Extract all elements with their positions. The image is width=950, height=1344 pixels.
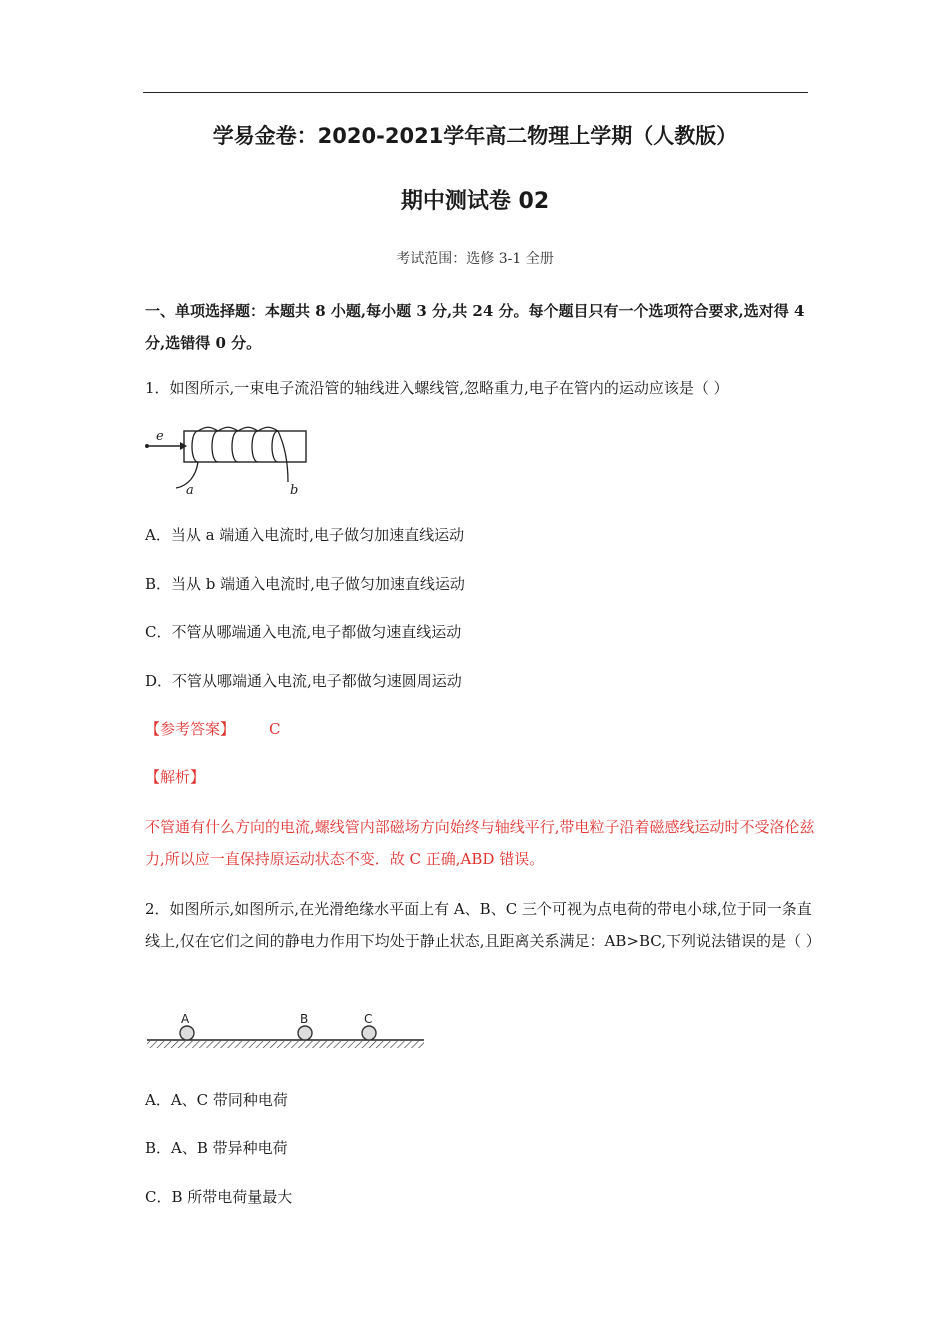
page-title: 学易金卷：2020-2021学年高二物理上学期（人教版）	[212, 124, 738, 148]
q1-answer-row	[145, 714, 281, 744]
answer-value: C	[269, 720, 281, 738]
ball-c-label: C	[364, 1012, 373, 1026]
q1-option-a: A．当从 a 端通入电流时,电子做匀加速直线运动	[145, 526, 465, 544]
q2-option-b: B．A、B 带异种电荷	[145, 1139, 288, 1157]
charges-figure	[145, 1010, 427, 1052]
ball-b	[298, 1026, 312, 1040]
solenoid-figure	[140, 418, 320, 500]
electron-label: e	[156, 429, 164, 444]
analysis-text: 不管通有什么方向的电流,螺线管内部磁场方向始终与轴线平行,带电粒子沿着磁感线运动时不受洛伦兹力,所以应一直保持原运动状态不变．故 C 正确,ABD 错误。	[145, 818, 815, 868]
end-b-label: b	[290, 483, 299, 498]
q1-option-c: C．不管从哪端通入电流,电子都做匀速直线运动	[145, 623, 462, 641]
analysis-label: 【解析】	[145, 768, 206, 786]
ball-b-label: B	[300, 1012, 309, 1026]
q1-option-b: B．当从 b 端通入电流时,电子做匀加速直线运动	[145, 575, 465, 593]
q2-option-c: C．B 所带电荷量最大	[145, 1188, 293, 1206]
q2-option-a: A．A、C 带同种电荷	[145, 1091, 288, 1109]
header-rule	[143, 92, 808, 93]
ball-a-label: A	[181, 1012, 190, 1026]
answer-label: 【参考答案】	[145, 720, 236, 738]
q1-stem: 1．如图所示,一束电子流沿管的轴线进入螺线管,忽略重力,电子在管内的运动应该是（ ）	[145, 379, 729, 397]
page-subtitle: 期中测试卷 02	[400, 189, 550, 214]
exam-scope: 考试范围：选修 3-1 全册	[396, 251, 554, 267]
solenoid-tube	[184, 431, 306, 462]
end-a-label: a	[186, 483, 194, 498]
ball-a	[180, 1026, 194, 1040]
q1-option-d: D．不管从哪端通入电流,电子都做匀速圆周运动	[145, 672, 462, 690]
lead-b	[278, 431, 288, 482]
q2-stem: 2．如图所示,如图所示,在光滑绝缘水平面上有 A、B、C 三个可视为点电荷的带电小球,位于同一条直线上,仅在它们之间的静电力作用下均处于静止状态,且距离关系满足：AB>BC,下列说法错误的是（ ）	[145, 900, 821, 950]
ground-hatch	[147, 1041, 424, 1048]
section-heading: 一、单项选择题：本题共 8 小题,每小题 3 分,共 24 分。每个题目只有一个选项符合要求,选对得 4 分,选错得 0 分。	[145, 302, 805, 352]
ball-c	[362, 1026, 376, 1040]
